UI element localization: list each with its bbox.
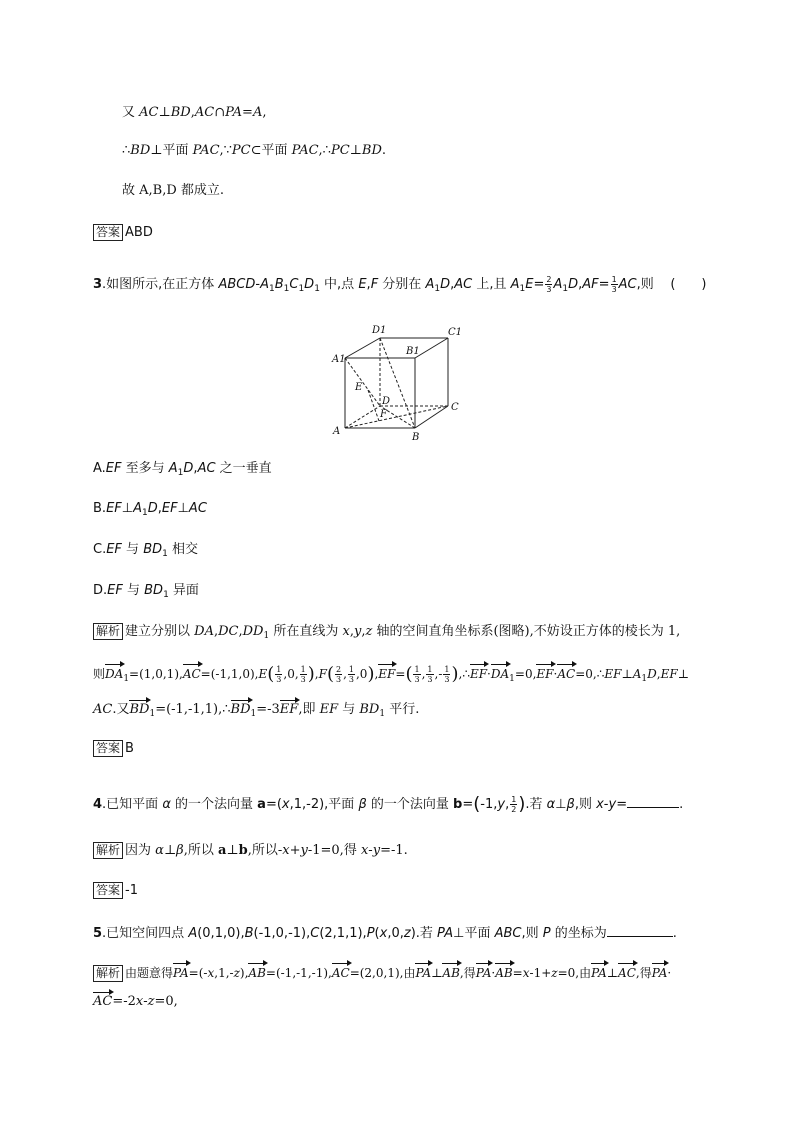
answer-row (93, 223, 153, 243)
solution-line: 又 AC⊥BD,AC∩PA=A, (122, 105, 267, 120)
solution-line: 故 A,B,D 都成立. (122, 183, 225, 198)
analysis-line: 则$DA_1=(1,0,1),AC=(-1,1,0),E$( $\frac{1}{3}$ ,0, $\frac{1}{3}$ ),F( $\frac{2}{3}$ , $\frac{1}{3}$ ,0),EF=( $\frac{1}{3}$ , $\frac{1}{3}$ ,- $\frac{1}{3}$ )$,\therefore EF\cdot DA_1=0,EF\cdot AC=0,\therefore EF\perp A_1D,EF\perp$ (93, 663, 689, 685)
solution-line: ∴BD⊥平面 PAC,∵PC⊂平面 PAC,∴PC⊥BD. (122, 143, 387, 158)
analysis-tag: 解析 (93, 623, 123, 640)
label-F: F (380, 409, 387, 420)
answer-value: ABD (125, 225, 153, 240)
label-B1: B1 (406, 346, 420, 357)
label-A: A (333, 426, 341, 437)
question-4: 4.已知平面 α 的一个法向量 a=(x,1,-2),平面 β 的一个法向量 b=(-1,y, $\frac{1}{2}$ ).若 α⊥β,则 x-y= . (93, 793, 684, 815)
answer-row (93, 881, 138, 901)
question-5: 5.已知空间四点 A(0,1,0),B(-1,0,-1),C(2,1,1),P(x,0,z).若 PA⊥平面 ABC,则 P 的坐标为 . (93, 926, 677, 941)
analysis-tag: 解析 (93, 965, 123, 982)
answer-value: B (125, 741, 134, 756)
answer-blank[interactable] (607, 936, 673, 937)
analysis-tag: 解析 (93, 842, 123, 859)
label-D1: D1 (372, 325, 387, 336)
answer-tag: 答案 (93, 882, 123, 899)
answer-row (93, 739, 134, 759)
option-C: C.EF 与 $BD_1$ 相交 (93, 542, 198, 559)
label-B: B (412, 432, 420, 443)
analysis-line: AC=-2x-z=0, (93, 992, 178, 1012)
answer-tag: 答案 (93, 224, 123, 241)
answer-value: -1 (125, 883, 138, 898)
label-E: E (355, 382, 363, 393)
option-D: D.EF 与 $BD_1$ 异面 (93, 583, 199, 600)
answer-paren: ( ) (670, 277, 707, 292)
label-C: C (451, 402, 459, 413)
analysis-line: 解析 由题意得PA=(-x,1,-z),AB=(-1,-1,-1),AC=(2,0,1),由PA⊥AB,得PA·AB=x-1+z=0,由PA⊥AC,得PA· (93, 963, 671, 983)
answer-blank[interactable] (627, 807, 679, 808)
option-A: A.EF 至多与 $A_1D,AC$ 之一垂直 (93, 461, 272, 478)
label-A1: A1 (332, 354, 346, 365)
answer-tag: 答案 (93, 740, 123, 757)
label-D: D (382, 396, 391, 407)
question-3: 3.如图所示,在正方体 ABCD-$A_1B_1C_1D_1$ 中,点 E,F 分别在 $A_1D,AC$ 上,且 $A_1E=$ $\frac{2}{3}$ $A_1D,AF=$ $\frac{1}{3}$ AC,则 ( ) (93, 275, 707, 294)
analysis-line: 解析 建立分别以 $DA,DC,DD_1$ 所在直线为 x,y,z 轴的空间直角坐标系(图略),不妨设正方体的棱长为 1, (93, 622, 680, 642)
analysis-line: 解析 因为 α⊥β,所以 a⊥b,所以-x+y-1=0,得 x-y=-1. (93, 841, 408, 861)
cube-figure (330, 318, 470, 443)
option-B: $B.EF\perp A_1D,EF\perp AC$ (93, 501, 207, 518)
analysis-line: AC.又$BD_1=(-1,-1,1),\therefore BD_1=-3EF$,即 EF 与 $BD_1$ 平行. (93, 702, 420, 719)
label-C1: C1 (448, 327, 463, 338)
